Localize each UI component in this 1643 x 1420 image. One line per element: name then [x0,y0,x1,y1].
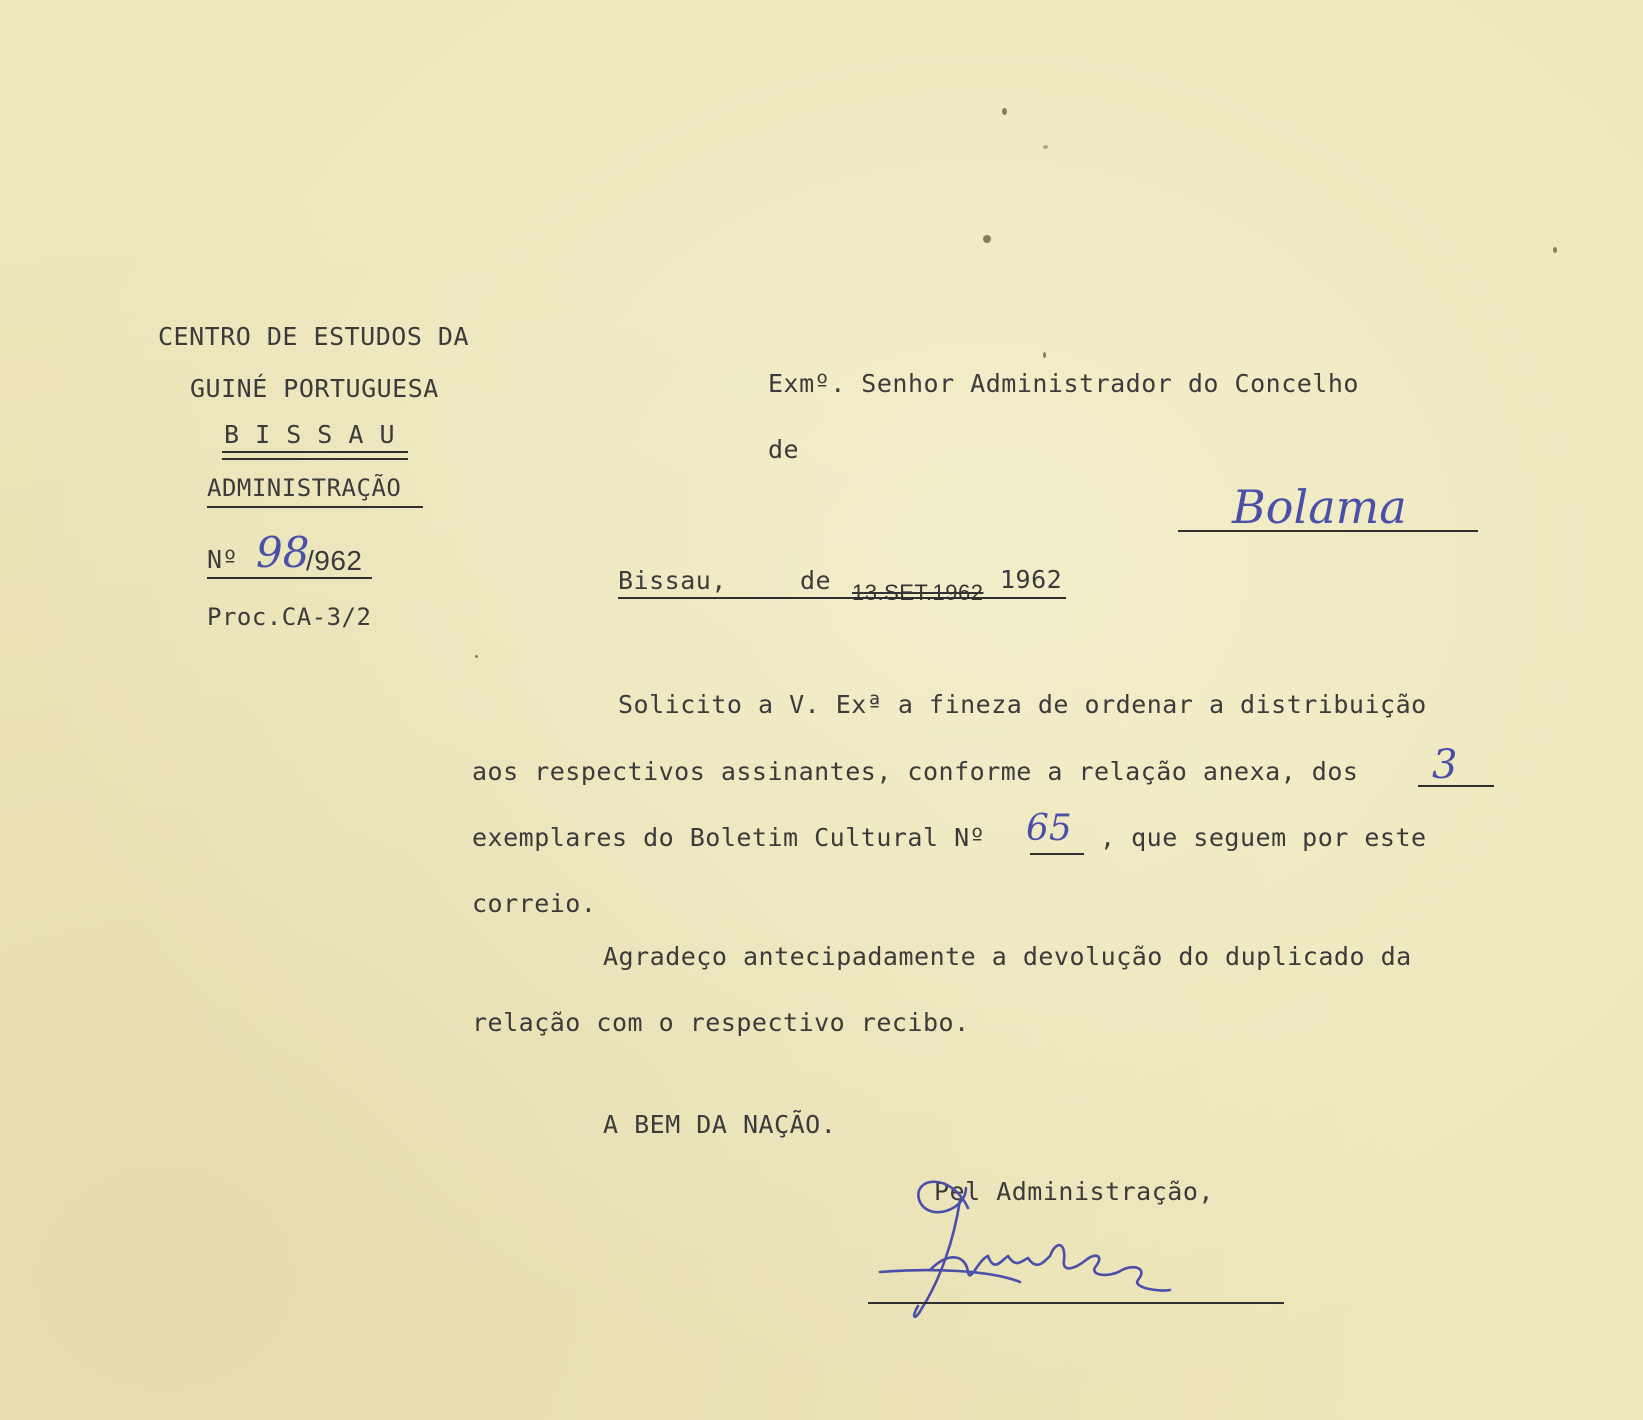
date-city: Bissau, [618,566,727,595]
body-paragraph2-line2: relação com o respectivo recibo. [472,1008,970,1037]
addressee-line2: de [768,435,800,464]
reference-number-prefix: Nº [207,545,239,574]
paper-speck [1002,108,1007,115]
copies-count-handwritten: 3 [1432,742,1458,788]
letterhead-rule [222,458,408,460]
closing-signoff: Pel Administração, [934,1177,1214,1206]
date-year: 1962 [1000,565,1063,594]
letterhead-rule [207,506,423,508]
reference-number-rule [207,577,372,579]
letterhead-rule [222,451,408,453]
body-paragraph1-line3-end: , que seguem por este [1100,823,1427,852]
addressee-place-handwritten: Bolama [1232,480,1407,534]
body-paragraph2-line1: Agradeço antecipadamente a devolução do duplicado da [603,942,1412,971]
letterhead-line4: ADMINISTRAÇÃO [207,474,402,502]
letterhead-line2: GUINÉ PORTUGUESA [190,374,439,403]
letterhead-line3: B I S S A U [224,420,396,449]
paper-speck [1553,247,1557,253]
date-rule [618,597,1066,599]
signature-drawing [870,1160,1210,1340]
reference-number-suffix: /962 [306,545,363,576]
paper-speck [983,235,991,243]
addressee-line1: Exmº. Senhor Administrador do Concelho [768,369,1359,398]
reference-number-handwritten: 98 [256,528,310,577]
signature-rule [868,1302,1284,1304]
bulletin-number-rule [1030,853,1084,855]
date-de: de [800,566,832,595]
paper-speck [1043,145,1048,149]
copies-count-rule [1418,785,1494,787]
letterhead-line1: CENTRO DE ESTUDOS DA [158,322,470,351]
body-paragraph1-line3-start: exemplares do Boletim Cultural Nº [472,823,986,852]
paper-speck [475,655,478,658]
addressee-place-rule [1178,530,1478,532]
paper-speck [1043,352,1046,358]
body-paragraph1-line4: correio. [472,889,597,918]
body-paragraph1-line1: Solicito a V. Exª a fineza de ordenar a distribuição [618,690,1427,719]
closing-salutation: A BEM DA NAÇÃO. [603,1110,837,1139]
date-stamp: 13.SET.1962 [852,580,984,605]
body-paragraph1-line2: aos respectivos assinantes, conforme a relação anexa, dos [472,757,1359,786]
process-reference: Proc.CA-3/2 [207,603,372,631]
bulletin-number-handwritten: 65 [1026,808,1072,849]
